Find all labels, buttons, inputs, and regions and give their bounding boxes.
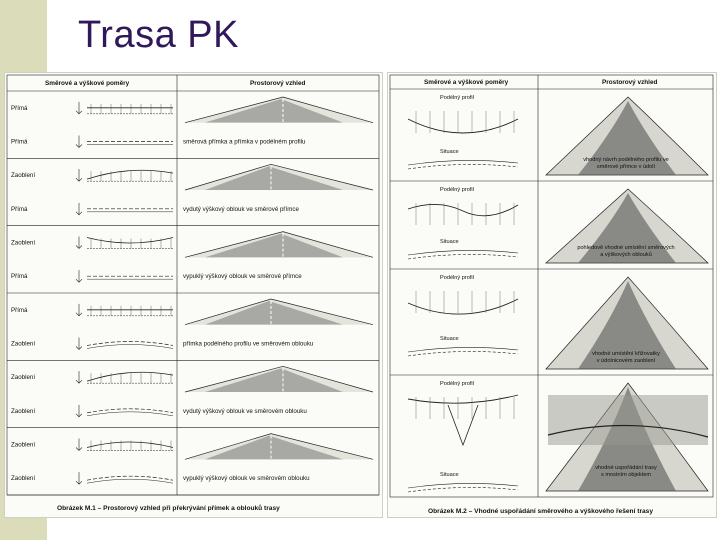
m2-profile-label: Podélný profil	[440, 275, 474, 281]
m1-profile-line	[87, 442, 173, 448]
m2-note: vhodné uspořádání trasy s mostním objektem	[595, 465, 657, 478]
m1-row-label: Zaoblení	[11, 475, 36, 483]
m1-profile-line	[87, 170, 173, 179]
m2-situation-label: Situace	[440, 239, 459, 245]
m1-row-label: Přímá	[11, 273, 28, 281]
m2-note: vhodný návrh podélného profilu ve směrové přímce v údolí	[583, 157, 669, 170]
m1-row-note: vypuklý výškový oblouk ve směrové přímce	[183, 273, 302, 281]
m2-profile-curve	[408, 204, 518, 215]
figure-m2	[387, 72, 717, 518]
m1-row-note: vydutý výškový oblouk ve směrovém oblouku	[183, 407, 307, 415]
figure-m1-drawing	[5, 73, 382, 517]
m2-header-right: Prostorový vzhled	[602, 79, 658, 86]
m1-plan-line	[87, 342, 173, 346]
m1-row-label: Zaoblení	[11, 340, 36, 348]
m2-profile-label: Podélný profil	[440, 187, 474, 193]
m2-profile-curve	[408, 299, 518, 314]
m1-row-note: vypuklý výškový oblouk ve směrovém oblouku	[183, 475, 310, 483]
m2-situation-label: Situace	[440, 336, 459, 342]
figure-m2-drawing	[388, 73, 716, 517]
m1-row-label: Zaoblení	[11, 441, 36, 449]
m2-profile-label: Podélný profil	[440, 95, 474, 101]
m2-caption: Obrázek M.2 – Vhodné uspořádání směrového a výškového řešení trasy	[428, 508, 654, 515]
m1-plan-line	[87, 476, 173, 480]
m1-row-note: přímka podélného profilu ve směrovém oblouku	[183, 340, 314, 348]
m1-row-note: vydutý výškový oblouk ve směrové přímce	[183, 205, 299, 213]
m1-row-note: směrová přímka a přímka v podélném profilu	[183, 138, 306, 146]
m2-situation-label: Situace	[440, 149, 459, 155]
m1-plan-line	[87, 409, 173, 413]
m1-row-label: Zaoblení	[11, 407, 36, 415]
m1-row-label: Zaoblení	[11, 172, 36, 180]
m1-row-label: Zaoblení	[11, 374, 36, 382]
m1-row-label: Přímá	[11, 205, 28, 213]
m2-profile-curve	[408, 395, 518, 403]
m1-row-label: Přímá	[11, 104, 28, 112]
slide-title: Trasa PK	[78, 14, 239, 56]
m2-note: pohledově vhodné umístění směrových a výškových oblouků	[577, 245, 675, 258]
m2-bridge-pier	[448, 405, 478, 445]
m2-situation-label: Situace	[440, 472, 459, 478]
m2-note: vhodné umístění křižovatky v údolnicovém zaoblení	[592, 351, 660, 364]
m1-profile-line	[87, 372, 173, 381]
m1-caption: Obrázek M.1 – Prostorový vzhled při překrývání přímek a oblouků trasy	[57, 505, 280, 512]
m2-profile-curve	[408, 119, 518, 133]
m2-header-left: Směrové a výškové poměry	[424, 79, 509, 86]
m1-header-right: Prostorový vzhled	[250, 80, 306, 87]
m1-row-label: Přímá	[11, 138, 28, 146]
figure-m1	[4, 72, 383, 518]
m1-row-label: Přímá	[11, 306, 28, 314]
m1-profile-line	[87, 238, 173, 244]
m2-landscape-photo	[548, 395, 708, 445]
m2-profile-label: Podélný profil	[440, 381, 474, 387]
m1-row-label: Zaoblení	[11, 239, 36, 247]
m1-header-left: Směrové a výškové poměry	[45, 80, 130, 87]
